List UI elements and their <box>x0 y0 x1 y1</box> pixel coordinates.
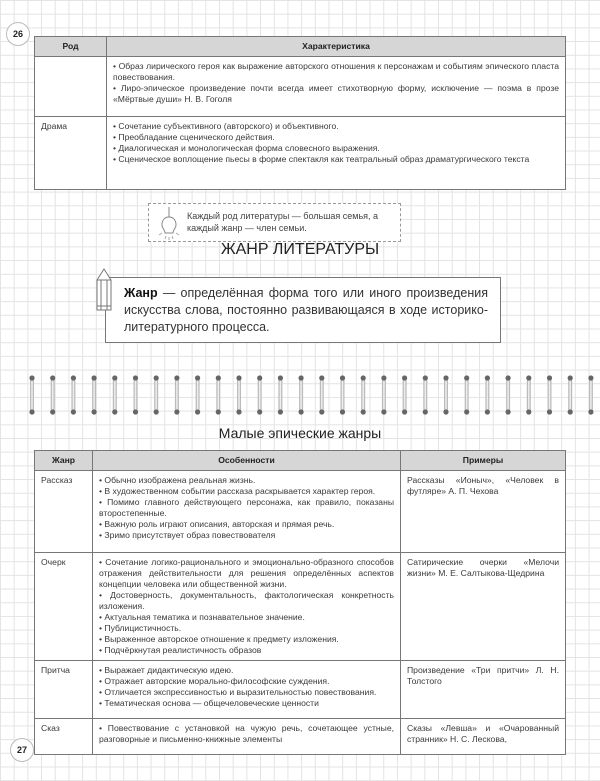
table-row <box>35 57 566 117</box>
genre-cell <box>35 57 107 117</box>
spiral-coil <box>423 375 428 414</box>
spiral-coil <box>526 375 531 414</box>
characteristics-cell <box>107 57 566 117</box>
spiral-coil <box>319 375 324 414</box>
bullet-item: • Сочетание логико-рационального и эмоционально-образного способов отражения действительности для решения определённых аспектов концепции человека или общественной жизни. <box>99 557 394 589</box>
genre-cell: Притча <box>35 661 93 719</box>
column-header: Примеры <box>401 451 566 471</box>
table-header-row <box>35 37 566 57</box>
examples-cell: Сказы «Левша» и «Очарованный странник» Н. С. Лескова, <box>401 719 566 755</box>
spiral-coil <box>402 375 407 414</box>
definition-term: Жанр <box>124 286 158 300</box>
lightbulb-icon <box>157 207 181 241</box>
table-row <box>35 471 566 553</box>
bullet-item: • В художественном событии рассказа раскрывается характер героя. <box>99 486 376 496</box>
spiral-coil <box>506 375 511 414</box>
genre-cell: Сказ <box>35 719 93 755</box>
literary-kinds-table <box>34 36 566 190</box>
bullet-item: • Подчёркнутая реалистичность образов <box>99 645 262 655</box>
small-epic-genres-table <box>34 450 566 755</box>
page-number-top: 26 <box>6 22 30 46</box>
table-row <box>35 553 566 661</box>
examples-cell: Произведение «Три притчи» Л. Н. Толстого <box>401 661 566 719</box>
spiral-coil <box>216 375 221 414</box>
bullet-item: • Повествование с установкой на чужую речь, сочетающее устные, разговорные и письменно-книжные элементы <box>99 723 394 744</box>
features-cell <box>93 553 401 661</box>
notebook-spiral <box>0 370 600 420</box>
bullet-item: • Важную роль играют описания, авторская и прямая речь. <box>99 519 335 529</box>
bullet-item: • Публицистичность. <box>99 623 182 633</box>
spiral-coil <box>71 375 76 414</box>
bullet-item: • Образ лирического героя как выражение авторского отношения к персонажам и событиям эпического пласта повествования. <box>113 61 559 82</box>
spiral-coil <box>154 375 159 414</box>
bullet-item: • Сценическое воплощение пьесы в форме спектакля как театральный образ драматургического текста <box>113 154 530 164</box>
bullet-item: • Зримо присутствует образ повествователя <box>99 530 276 540</box>
table-row <box>35 661 566 719</box>
tip-text: Каждый род литературы — большая семья, а каждый жанр — член семьи. <box>187 211 379 233</box>
characteristics-cell <box>107 117 566 190</box>
features-cell <box>93 471 401 553</box>
spiral-coil <box>340 375 345 414</box>
definition-text: — определённая форма того или иного произведения искусства слова, постоянно развивающаяся в ходе историко-литературного процесса. <box>124 286 488 334</box>
bullet-item: • Сочетание субъективного (авторского) и объективного. <box>113 121 339 131</box>
spiral-coil <box>299 375 304 414</box>
table-row <box>35 117 566 190</box>
spiral-coil <box>236 375 241 414</box>
spiral-coil <box>464 375 469 414</box>
table-title: Малые эпические жанры <box>218 425 382 441</box>
bullet-item: • Диалогическая и монологическая форма словесного выражения. <box>113 143 380 153</box>
spiral-coil <box>133 375 138 414</box>
spiral-coil <box>568 375 573 414</box>
bullet-item: • Помимо главного действующего персонажа, как правило, показаны второстепенные. <box>99 497 394 518</box>
bullet-item: • Преобладание сценического действия. <box>113 132 275 142</box>
examples-cell: Сатирические очерки «Мелочи жизни» М. Е. Салтыкова-Щедрина <box>401 553 566 661</box>
definition-box <box>105 277 501 343</box>
tip-box <box>148 203 401 242</box>
spiral-coil <box>547 375 552 414</box>
spiral-coil <box>443 375 448 414</box>
examples-cell: Рассказы «Ионыч», «Человек в футляре» А. П. Чехова <box>401 471 566 553</box>
features-cell <box>93 719 401 755</box>
genre-cell: Рассказ <box>35 471 93 553</box>
pencil-icon <box>95 268 113 316</box>
spiral-coil <box>195 375 200 414</box>
genre-cell: Очерк <box>35 553 93 661</box>
bullet-item: • Выраженное авторское отношение к предмету изложения. <box>99 634 339 644</box>
bullet-item: • Тематическая основа — общечеловеческие ценности <box>99 698 319 708</box>
spiral-coil <box>174 375 179 414</box>
column-header: Характеристика <box>107 37 566 57</box>
spiral-coil <box>485 375 490 414</box>
spiral-coil <box>278 375 283 414</box>
spiral-coil <box>361 375 366 414</box>
table-row <box>35 719 566 755</box>
spiral-coil <box>92 375 97 414</box>
features-cell <box>93 661 401 719</box>
bullet-item: • Достоверность, документальность, фактологическая конкретность изложения. <box>99 590 394 611</box>
section-title: ЖАНР ЛИТЕРАТУРЫ <box>220 241 380 258</box>
bullet-item: • Отражает авторские морально-философские суждения. <box>99 676 330 686</box>
bullet-item: • Актуальная тематика и познавательное значение. <box>99 612 305 622</box>
column-header: Особенности <box>93 451 401 471</box>
spiral-coil <box>50 375 55 414</box>
spiral-coil <box>112 375 117 414</box>
bullet-item: • Отличается экспрессивностью и выразительностью повествования. <box>99 687 377 697</box>
page-number-bottom: 27 <box>10 738 34 762</box>
column-header: Род <box>35 37 107 57</box>
spiral-coil <box>29 375 34 414</box>
table-header-row <box>35 451 566 471</box>
bullet-item: • Обычно изображена реальная жизнь. <box>99 475 256 485</box>
spiral-coil <box>381 375 386 414</box>
column-header: Жанр <box>35 451 93 471</box>
spiral-coil <box>257 375 262 414</box>
genre-cell: Драма <box>35 117 107 190</box>
bullet-item: • Выражает дидактическую идею. <box>99 665 234 675</box>
spiral-coil <box>588 375 593 414</box>
bullet-item: • Лиро-эпическое произведение почти всегда имеет стихотворную форму, исключение — поэма в прозе «Мёртвые души» Н. В. Гоголя <box>113 83 559 104</box>
